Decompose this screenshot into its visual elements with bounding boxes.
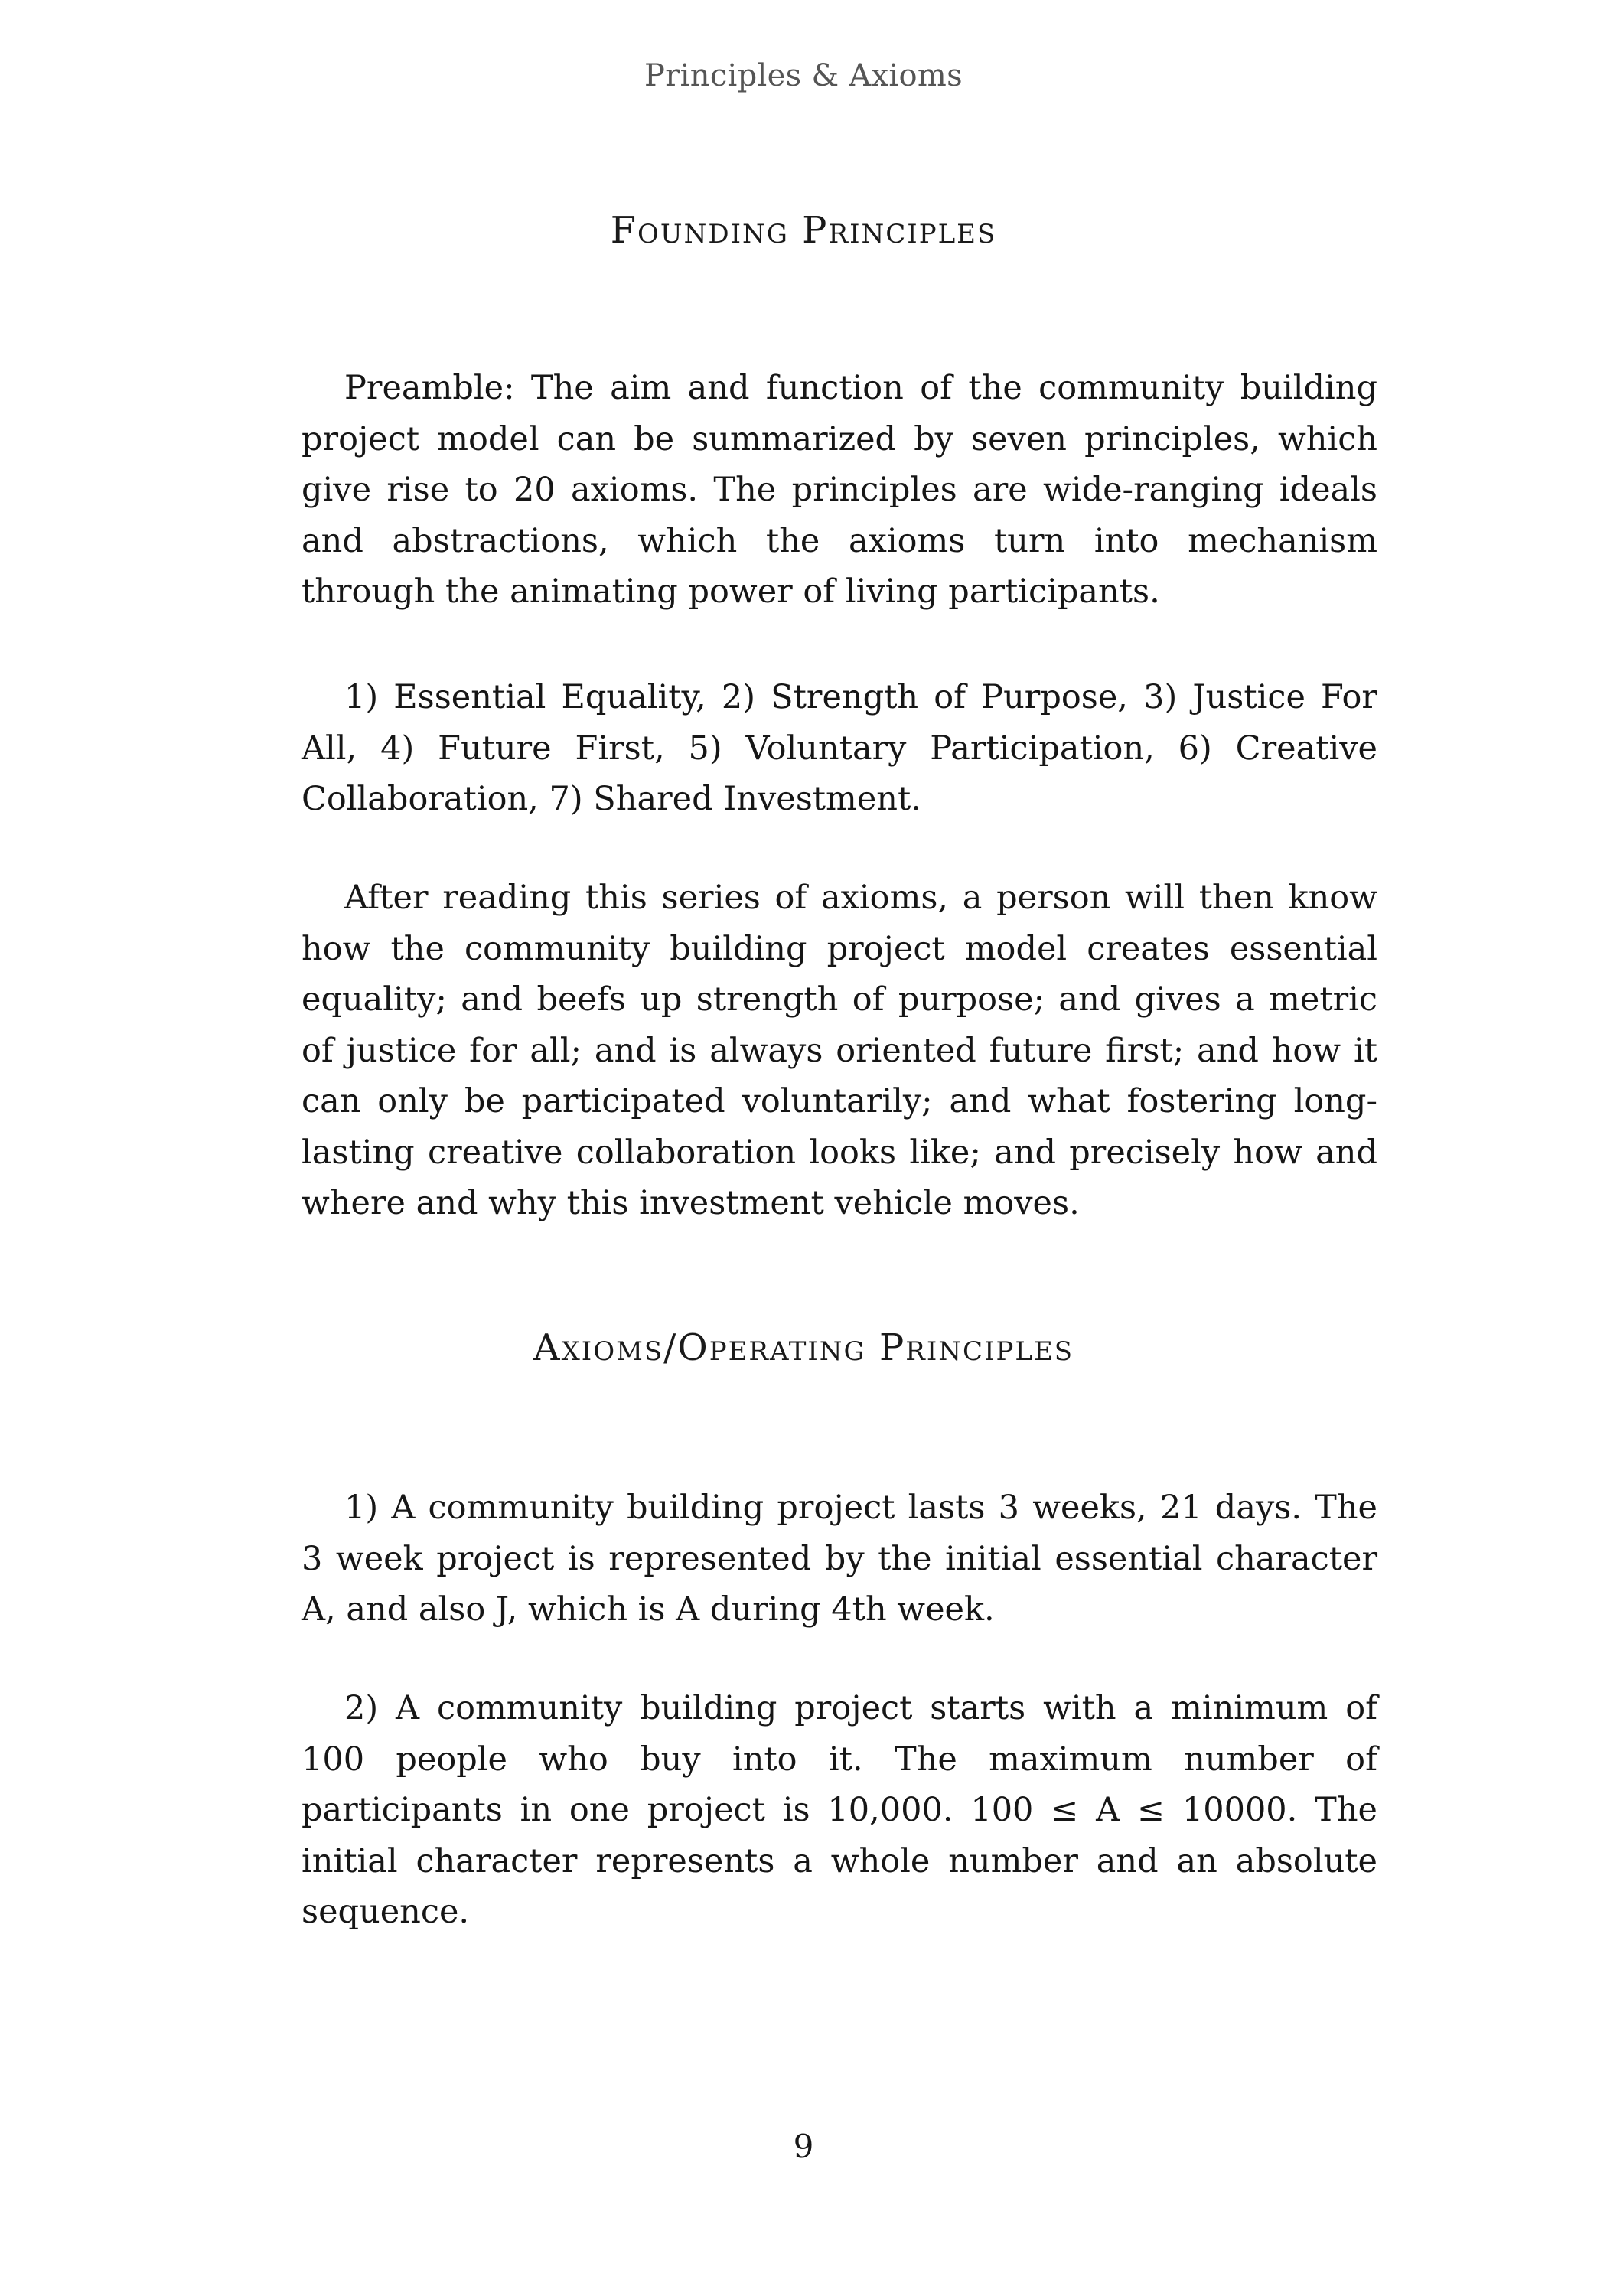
after-reading-paragraph: After reading this series of axioms, a person will then know how the community building project model creates essential equality; and beefs up strength of purpose; and gives a metric of justice for all; and is always oriented future first; and how it can only be participated voluntarily; and what fostering long-lasting creative collaboration looks like; and precisely how and where and why this investment vehicle moves.	[302, 879, 1377, 1222]
preamble-paragraph: Preamble: The aim and function of the community building project model can be summarized by seven principles, which give rise to 20 axioms. The principles are wide-ranging ideals and abstractions, which the axioms turn into mechanism through the animating power of living participants.	[302, 369, 1377, 611]
page-number: 9	[793, 2128, 814, 2165]
section-heading-founding-principles: Founding Principles	[610, 209, 997, 252]
principles-list-paragraph: 1) Essential Equality, 2) Strength of Purpose, 3) Justice For All, 4) Future First, 5) Voluntary Participation, 6) Creative Collaboration, 7) Shared Investment.	[302, 678, 1377, 818]
running-head: Principles & Axioms	[644, 58, 963, 93]
axiom-2-paragraph: 2) A community building project starts with a minimum of 100 people who buy into it. The maximum number of participants in one project is 10,000. 100 ≤ A ≤ 10000. The initial character represents a whole number and an absolute sequence.	[302, 1689, 1377, 1931]
axiom-1-paragraph: 1) A community building project lasts 3 weeks, 21 days. The 3 week project is represented by the initial essential character A, and also J, which is A during 4th week.	[302, 1489, 1377, 1629]
section-heading-axioms: Axioms/Operating Principles	[533, 1326, 1074, 1369]
